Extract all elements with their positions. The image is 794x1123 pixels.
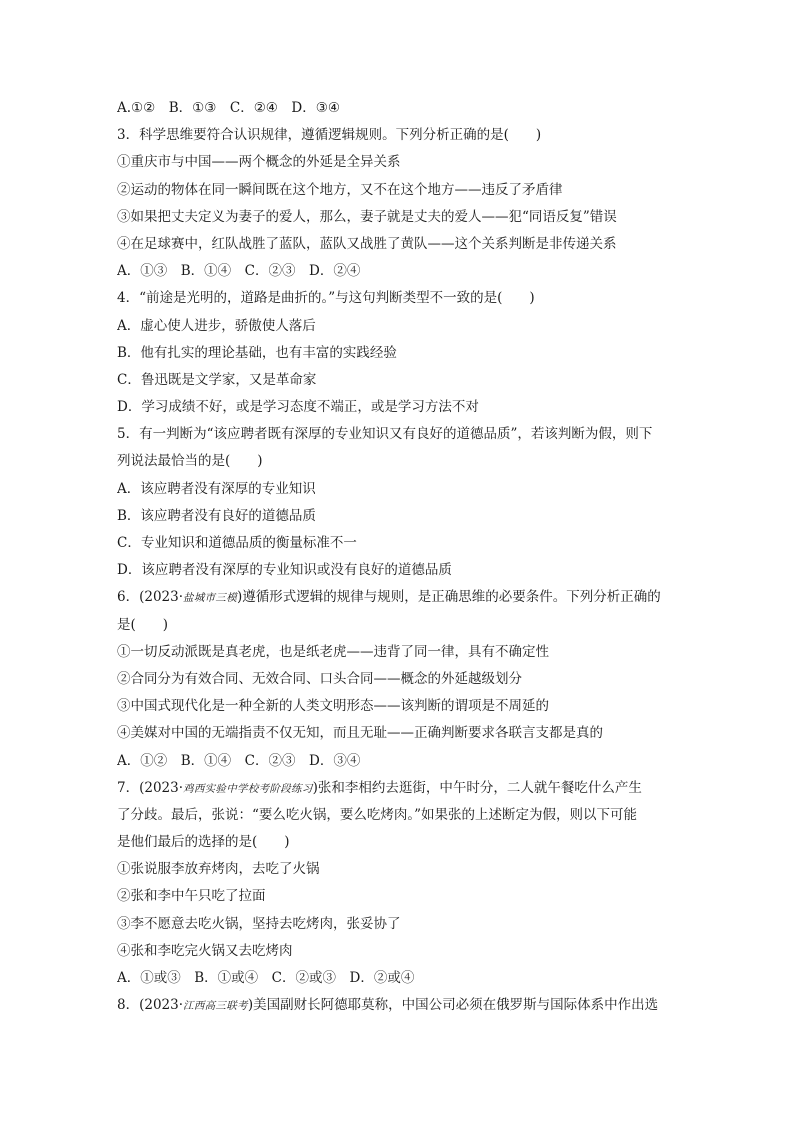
text-line: ②合同分为有效合同、无效合同、口头合同——概念的外延越级划分 bbox=[117, 670, 522, 687]
text-line: A．虚心使人进步，骄傲使人落后 bbox=[117, 317, 316, 334]
text-line: B．他有扎实的理论基础，也有丰富的实践经验 bbox=[117, 344, 397, 361]
text-segment: 6．(2023· bbox=[117, 589, 184, 606]
text-segment: 8．(2023· bbox=[117, 997, 184, 1014]
text-line bbox=[117, 775, 682, 802]
question-source: 鸡西实验中学校考阶段练习 bbox=[183, 782, 313, 795]
text-line: 4．“前途是光明的，道路是曲折的。”与这句判断类型不一致的是( ) bbox=[117, 290, 535, 307]
text-line: ③如果把丈夫定义为妻子的爱人，那么，妻子就是丈夫的爱人——犯“同语反复”错误 bbox=[117, 208, 617, 225]
text-line: ②张和李中午只吃了拉面 bbox=[117, 888, 266, 905]
text-line: B．该应聘者没有良好的道德品质 bbox=[117, 507, 316, 524]
text-line: ①重庆市与中国——两个概念的外延是全异关系 bbox=[117, 154, 401, 171]
text-line: A．①③ B．①④ C．②③ D．②④ bbox=[117, 263, 361, 280]
text-line: ②运动的物体在同一瞬间既在这个地方，又不在这个地方——违反了矛盾律 bbox=[117, 181, 563, 198]
text-line: ③李不愿意去吃火锅，坚持去吃烤肉，张妥协了 bbox=[117, 915, 401, 932]
text-segment: )遵循形式逻辑的规律与规则，是正确思维的必要条件。下列分析正确的 bbox=[237, 589, 661, 606]
text-line: ①一切反动派既是真老虎，也是纸老虎——违背了同一律，具有不确定性 bbox=[117, 643, 549, 660]
text-line: A.①② B．①③ C．②④ D．③④ bbox=[117, 100, 340, 116]
text-segment: )张和李相约去逛街，中午时分，二人就午餐吃什么产生 bbox=[312, 779, 642, 796]
text-line: C．专业知识和道德品质的衡量标准不一 bbox=[117, 535, 357, 551]
text-segment: )美国副财长阿德耶莫称，中国公司必须在俄罗斯与国际体系中作出选 bbox=[247, 997, 659, 1014]
text-line: 是( ) bbox=[117, 616, 169, 633]
text-line: 5．有一判断为“该应聘者既有深厚的专业知识又有良好的道德品质”，若该判断为假，则下 bbox=[117, 426, 653, 443]
text-line: A．该应聘者没有深厚的专业知识 bbox=[117, 480, 316, 497]
text-line: ④美媒对中国的无端指责不仅无知，而且无耻——正确判断要求各联言支都是真的 bbox=[117, 725, 603, 742]
question-text-block bbox=[117, 95, 682, 1019]
text-line: ④张和李吃完火锅又去吃烤肉 bbox=[117, 942, 293, 959]
text-line: D．学习成绩不好，或是学习态度不端正，或是学习方法不对 bbox=[117, 399, 479, 416]
text-line: 3．科学思维要符合认识规律，遵循逻辑规则。下列分析正确的是( ) bbox=[117, 127, 542, 144]
text-line: 是他们最后的选择的是( ) bbox=[117, 834, 290, 851]
text-line: A．①或③ B．①或④ C．②或③ D．②或④ bbox=[117, 970, 415, 986]
text-line: ①张说服李放弃烤肉，去吃了火锅 bbox=[117, 861, 320, 878]
question-source: 江西高三联考 bbox=[183, 1000, 248, 1013]
text-line: ③中国式现代化是一种全新的人类文明形态——该判断的谓项是不周延的 bbox=[117, 698, 549, 715]
text-line: 列说法最恰当的是( ) bbox=[117, 453, 263, 470]
text-line: 了分歧。最后，张说：“要么吃火锅，要么吃烤肉。”如果张的上述断定为假，则以下可能 bbox=[117, 806, 638, 823]
text-line: A．①② B．①④ C．②③ D．③④ bbox=[117, 752, 361, 769]
text-line: D．该应聘者没有深厚的专业知识或没有良好的道德品质 bbox=[117, 562, 452, 579]
text-line bbox=[117, 992, 682, 1019]
question-source: 盐城市三模 bbox=[183, 592, 238, 605]
text-segment: 7．(2023· bbox=[117, 779, 184, 796]
text-line: ④在足球赛中，红队战胜了蓝队，蓝队又战胜了黄队——这个关系判断是非传递关系 bbox=[117, 235, 617, 252]
text-line bbox=[117, 584, 682, 611]
text-line: C．鲁迅既是文学家，又是革命家 bbox=[117, 371, 317, 388]
